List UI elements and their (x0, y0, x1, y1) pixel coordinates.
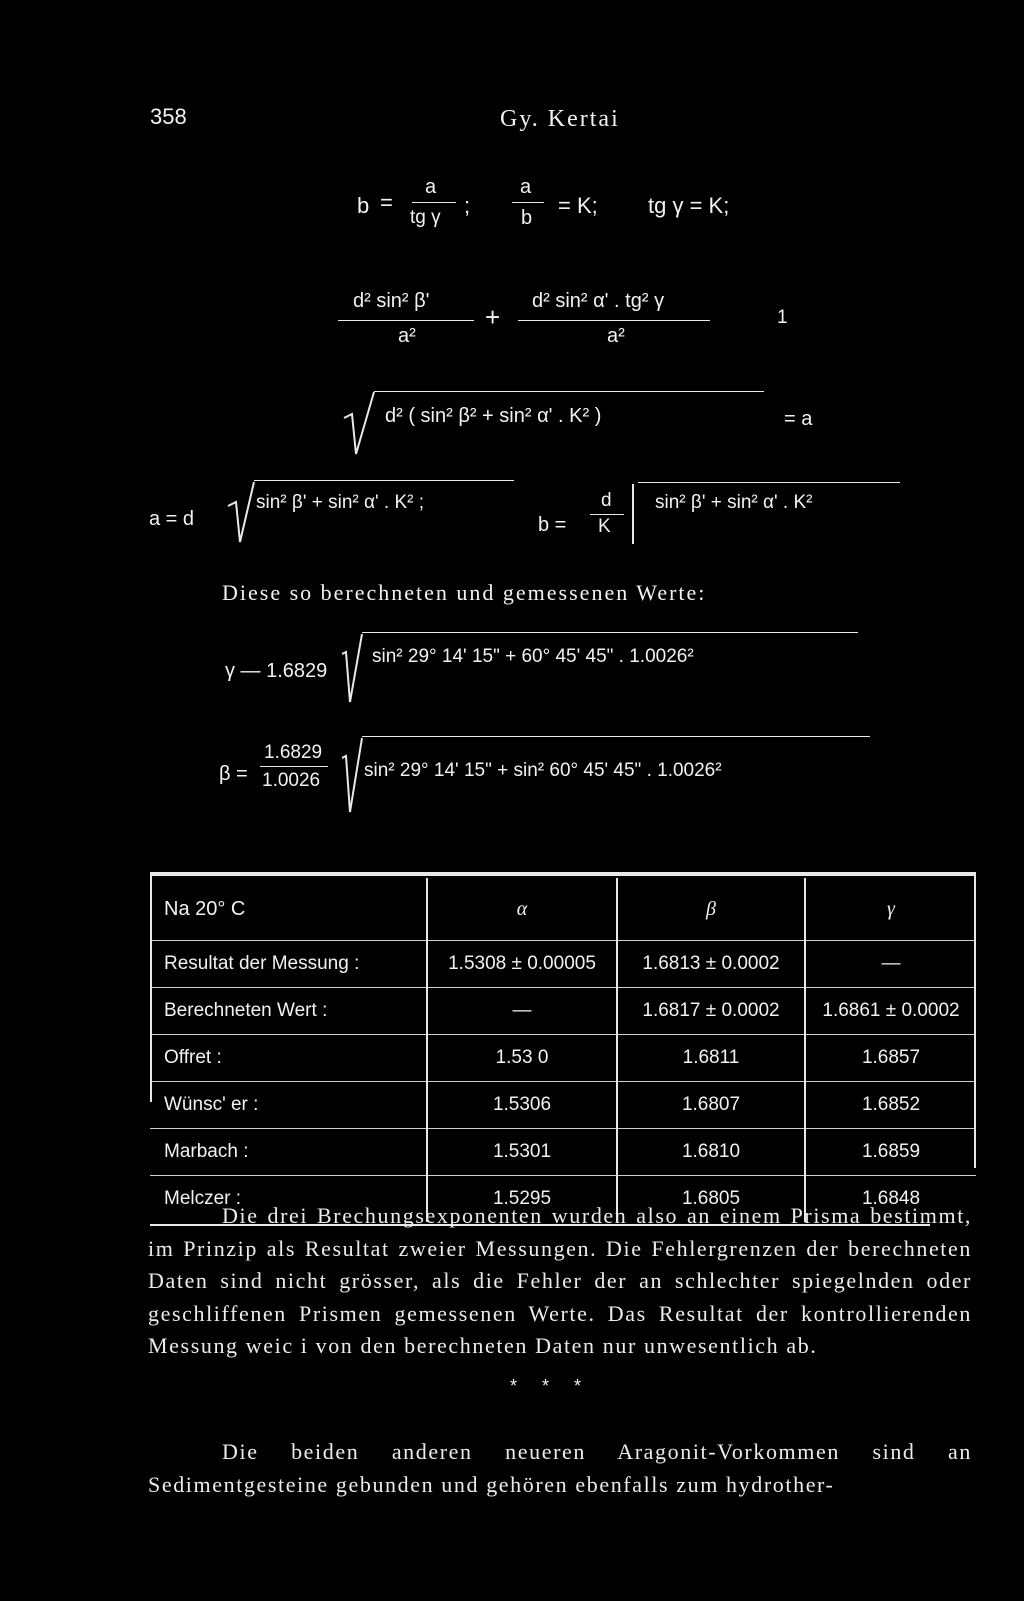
header-beta: β (617, 878, 805, 941)
f2-plus: + (485, 302, 501, 332)
intro-line: Diese so berechneten und gemessenen Werte: (222, 580, 707, 605)
cell-beta: 1.6807 (617, 1082, 805, 1129)
f4-radicand-2: sin² β' + sin² α' . K² (655, 492, 813, 513)
f4-radicand-1: sin² β' + sin² α' . K² ; (256, 492, 425, 513)
beta-radicand: sin² 29° 14' 15" + sin² 60° 45' 45" . 1.0026² (364, 760, 722, 781)
sqrt-sign-icon (224, 478, 260, 546)
sqrt-sign-icon (340, 388, 380, 458)
paragraph-2: Die beiden anderen neueren Aragonit-Vorkommen sind an Sedimentgesteine gebunden und gehören ebenfalls zum hydrother- (148, 1439, 972, 1497)
f1-tg-eq-K: tg γ = K; (648, 193, 730, 218)
f1-a-numerator: a (425, 176, 437, 198)
f3-eq-a: = a (784, 408, 813, 430)
table-row (150, 941, 976, 988)
cell-beta: 1.6805 (617, 1176, 805, 1223)
table-row (150, 1129, 976, 1176)
header-alpha: α (427, 878, 617, 941)
f1-eq: = (380, 190, 393, 215)
beta-lhs: β = (219, 763, 248, 785)
running-title: Gy. Kertai (500, 106, 620, 132)
sqrt-sign-icon (340, 630, 366, 706)
f1-eq-K: = K; (558, 193, 598, 218)
f1-semicolon: ; (464, 193, 471, 218)
table-row (150, 1082, 976, 1129)
cell-gamma: 1.6857 (805, 1035, 976, 1082)
refraction-table (150, 878, 976, 1222)
cell-alpha: 1.5308 ± 0.00005 (427, 941, 617, 988)
gamma-radicand: sin² 29° 14' 15" + 60° 45' 45" . 1.0026² (372, 646, 694, 667)
f2-one: 1 (777, 307, 788, 328)
row-label: Offret : (150, 1035, 427, 1082)
f1-b: b (357, 193, 370, 218)
cell-beta: 1.6811 (617, 1035, 805, 1082)
table-header-row (150, 878, 976, 941)
f2-denominator-1: a² (398, 325, 416, 347)
cell-gamma: 1.6859 (805, 1129, 976, 1176)
sqrt-sign-icon (340, 734, 366, 816)
table-row (150, 988, 976, 1035)
f4-a-eq-d: a = d (149, 508, 195, 530)
cell-gamma: 1.6852 (805, 1082, 976, 1129)
f2-denominator-2: a² (607, 325, 625, 347)
f2-numerator-2: d² sin² α' . tg² γ (532, 290, 665, 312)
f1-tg-denominator: tg γ (410, 207, 441, 228)
f1-b-denominator: b (521, 207, 533, 229)
cell-alpha: 1.5301 (427, 1129, 617, 1176)
table-row (150, 1035, 976, 1082)
f4-K-denominator: K (598, 516, 611, 537)
row-label: Melczer : (150, 1176, 427, 1223)
row-label: Berechneten Wert : (150, 988, 427, 1035)
f3-radicand: d² ( sin² β² + sin² α' . K² ) (385, 405, 602, 427)
cell-alpha: 1.53 0 (427, 1035, 617, 1082)
f4-d-numerator: d (601, 490, 612, 511)
row-label: Resultat der Messung : (150, 941, 427, 988)
f4-b-eq: b = (538, 514, 567, 536)
cell-alpha: — (427, 988, 617, 1035)
f2-numerator-1: d² sin² β' (353, 290, 430, 312)
cell-alpha: 1.5306 (427, 1082, 617, 1129)
section-separator: * * * (510, 1376, 592, 1396)
cell-gamma: 1.6861 ± 0.0002 (805, 988, 976, 1035)
beta-denominator: 1.0026 (262, 770, 321, 791)
f1-a-numerator-2: a (520, 176, 532, 198)
beta-numerator: 1.6829 (264, 742, 323, 763)
gamma-lhs: γ — 1.6829 (225, 660, 328, 682)
cell-beta: 1.6813 ± 0.0002 (617, 941, 805, 988)
cell-beta: 1.6817 ± 0.0002 (617, 988, 805, 1035)
page-number: 358 (150, 104, 187, 129)
cell-alpha: 1.5295 (427, 1176, 617, 1223)
cell-gamma: — (805, 941, 976, 988)
cell-beta: 1.6810 (617, 1129, 805, 1176)
row-label: Marbach : (150, 1129, 427, 1176)
header-gamma: γ (805, 878, 976, 941)
header-na: Na 20° C (164, 897, 246, 920)
paragraph-1: Die drei Brechungsexponenten wurden also an einem Prisma bestimmt, im Prinzip als Resultat zweier Messungen. Die Fehlergrenzen der berechneten Daten sind nicht grösser, als die Fehler der an schlechter spiegelnden oder geschliffenen Prismen gemessenen Werte. Das Resultat der kontrollierenden Messung weic i von den berechneten Daten nur unwesentlich ab. (148, 1203, 972, 1358)
row-label: Wünsc' er : (150, 1082, 427, 1129)
cell-gamma: 1.6848 (805, 1176, 976, 1223)
